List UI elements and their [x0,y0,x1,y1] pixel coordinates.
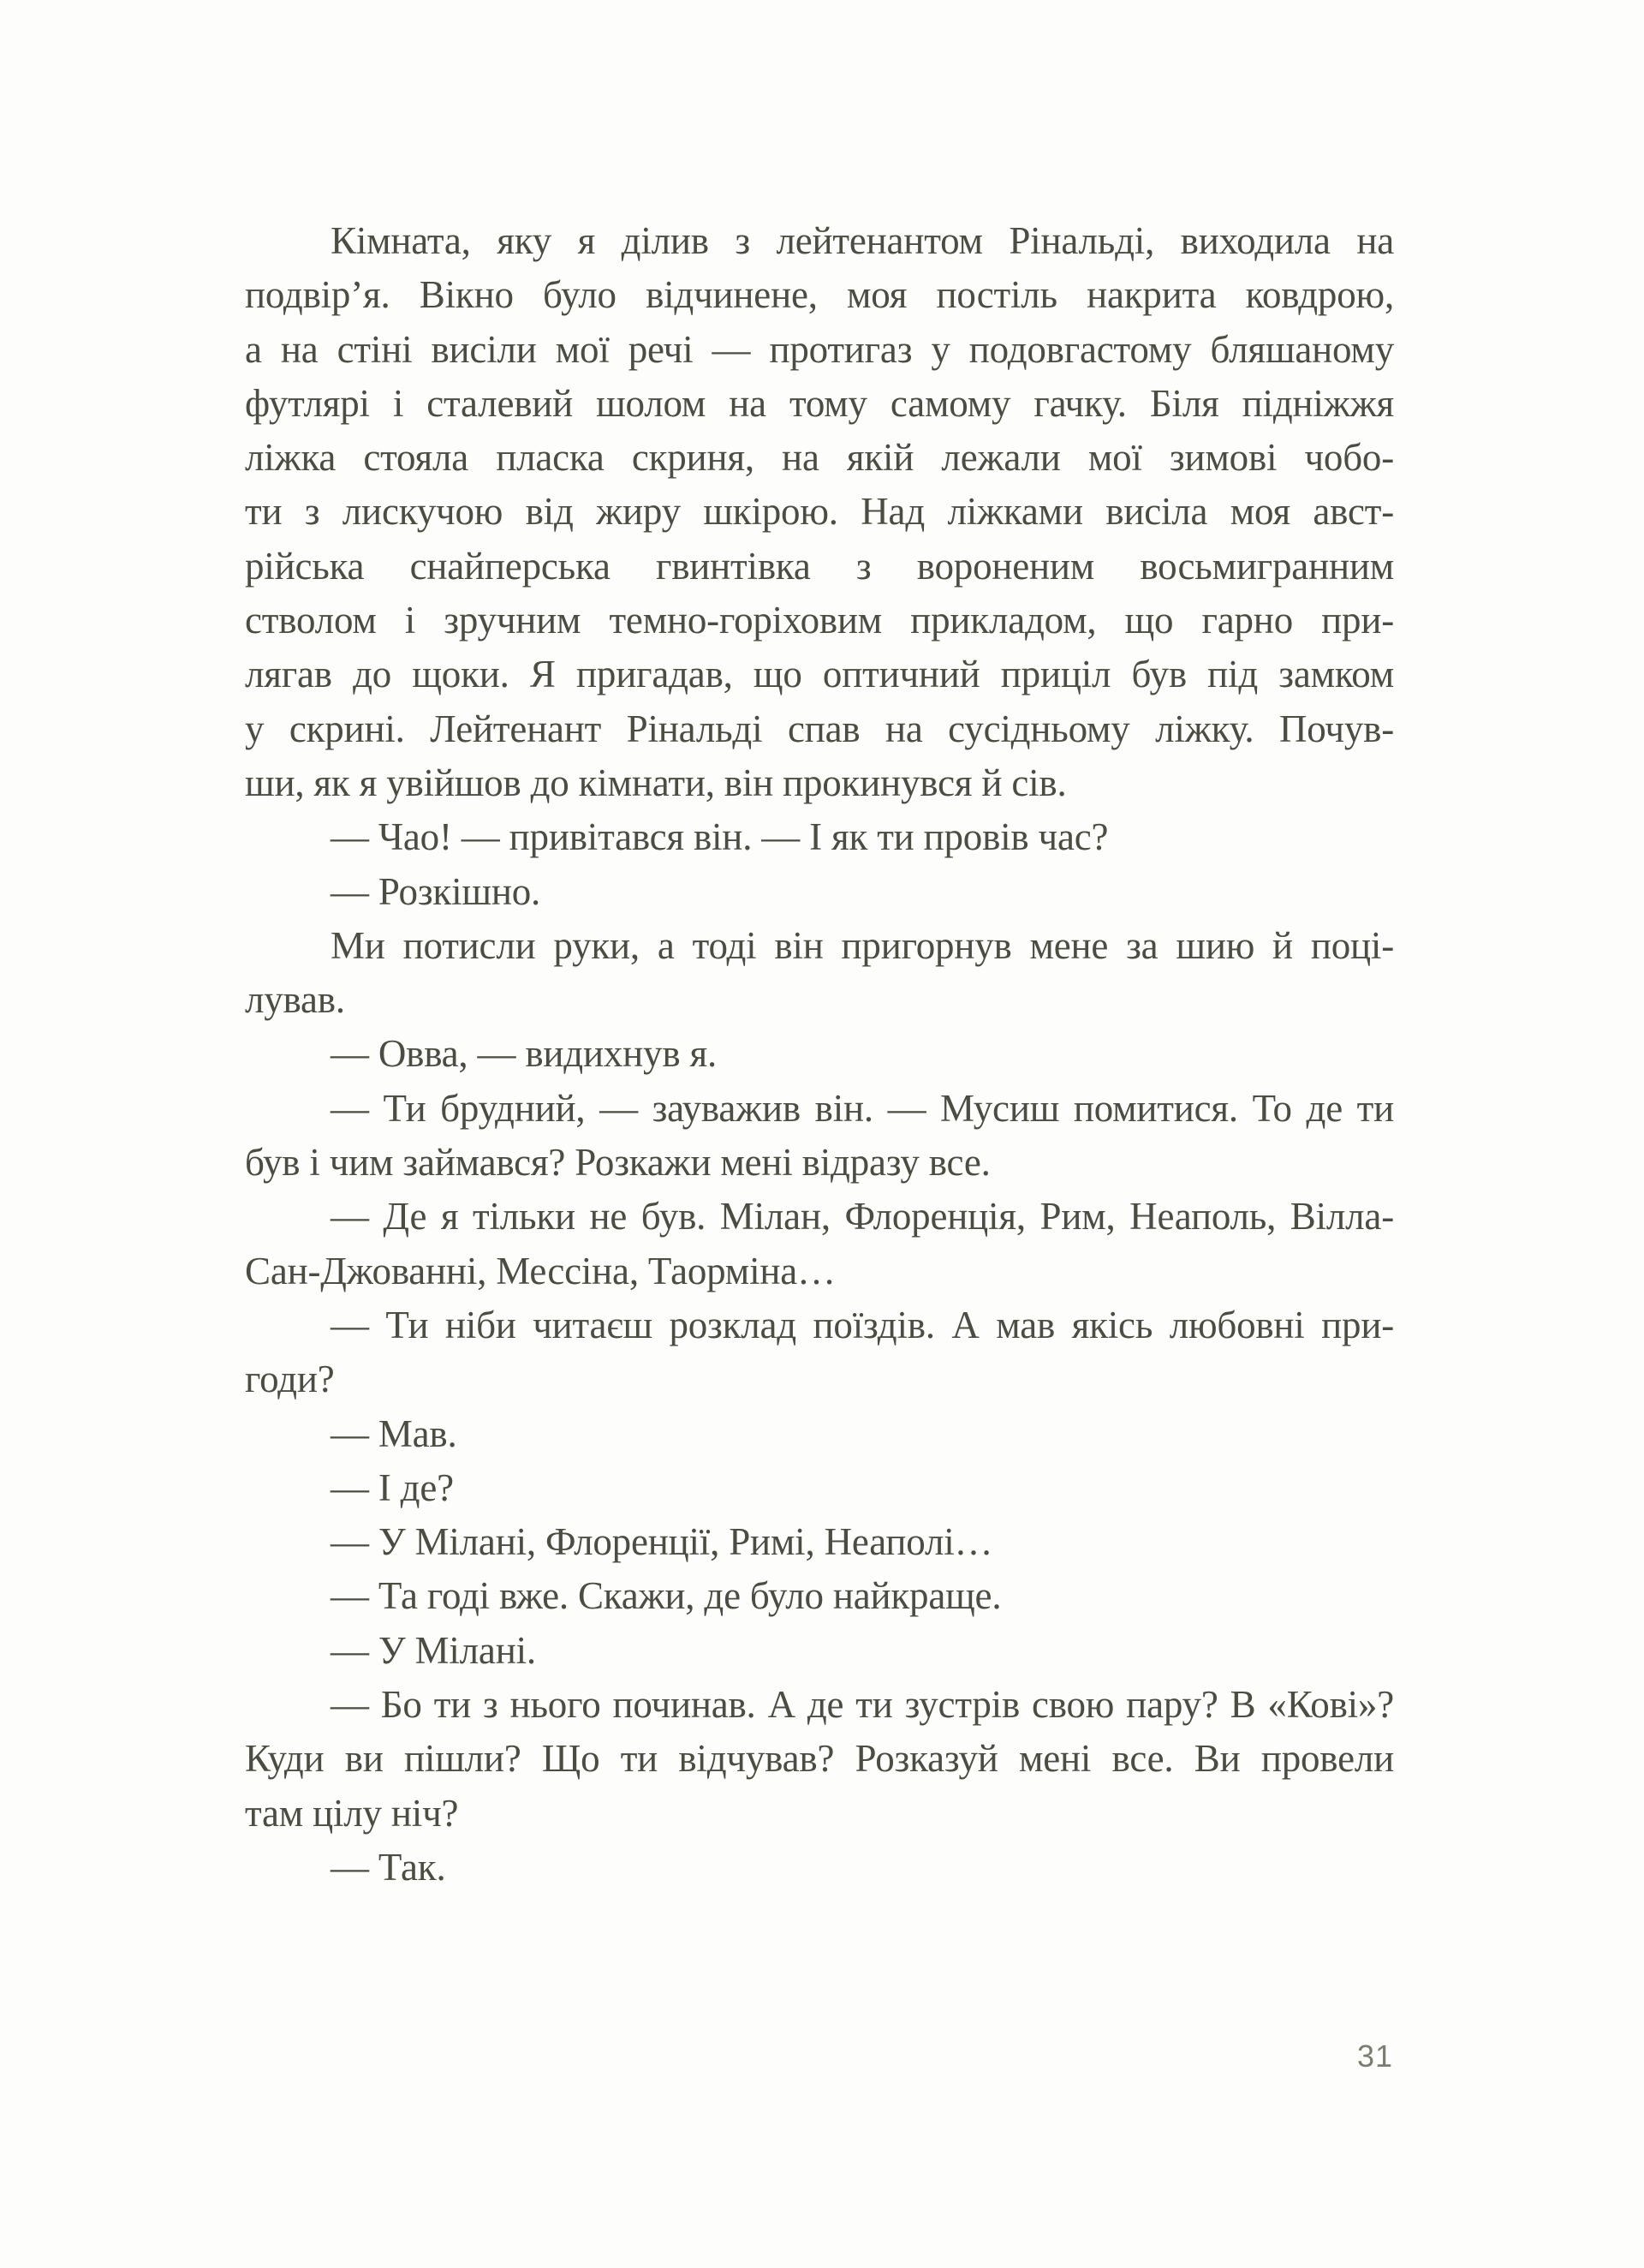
text-line: — Та годі вже. Скажи, де було найкраще. [331,1574,1002,1618]
text-line: подвір’я. Вікно було відчинене, моя постіль накрита ковдрою, [245,273,1394,317]
text-line: — Бо ти з нього починав. А де ти зустрів свою пару? В «Кові»? [331,1683,1394,1727]
text-line: — Так. [331,1845,446,1889]
text-line: футлярі і сталевий шолом на тому самому гачку. Біля підніжжя [245,381,1394,425]
text-line: — У Мілані, Флоренції, Римі, Неаполі… [331,1520,993,1564]
text-line: ши, як я увійшов до кімнати, він прокинувся й сів. [245,761,1067,804]
text-line: був і чим займався? Розкажи мені відразу все. [245,1141,991,1185]
text-line: — Ти брудний, — зауважив він. — Мусиш помитися. То де ти [331,1086,1394,1130]
text-line: а на стіні висіли мої речі — протигаз у подовгастому бляшаному [245,327,1394,371]
text-line: у скрині. Лейтенант Рінальді спав на сусідньому ліжку. Почув- [245,707,1394,750]
text-line: Ми потисли руки, а тоді він пригорнув мене за шию й поці- [331,923,1394,967]
text-line: Куди ви пішли? Що ти відчував? Розказуй мені все. Ви провели [245,1737,1394,1781]
text-line: ти з лискучою від жиру шкірою. Над ліжками висіла моя авст- [245,490,1394,534]
text-line: там цілу ніч? [245,1791,459,1835]
text-line: — Розкішно. [331,869,541,913]
text-line: — Де я тільки не був. Мілан, Флоренція, Рим, Неаполь, Вілла- [331,1195,1394,1238]
text-line: Сан-Джованні, Мессіна, Таорміна… [245,1249,836,1292]
text-line: лував. [245,978,345,1022]
page-number: 31 [1356,2038,1393,2074]
text-line: — Чао! — привітався він. — І як ти провів час? [331,815,1109,859]
text-line: годи? [245,1358,335,1401]
text-line: ліжка стояла пласка скриня, на якій лежали мої зимові чобо- [245,436,1394,480]
body-text [245,214,1394,1895]
text-line: — Овва, — видихнув я. [331,1032,718,1076]
text-line: Кімната, яку я ділив з лейтенантом Рінальді, виходила на [331,219,1394,262]
text-line: рійська снайперська гвинтівка з вороненим восьмигранним [245,544,1394,588]
text-line: — У Мілані. [331,1628,536,1672]
text-line: — Ти ніби читаєш розклад поїздів. А мав якісь любовні при- [331,1303,1394,1346]
text-line: стволом і зручним темно-горіховим прикладом, що гарно при- [245,599,1394,642]
text-line: — Мав. [331,1412,457,1455]
text-line: — І де? [331,1465,454,1509]
text-line: лягав до щоки. Я пригадав, що оптичний приціл був під замком [245,653,1394,696]
